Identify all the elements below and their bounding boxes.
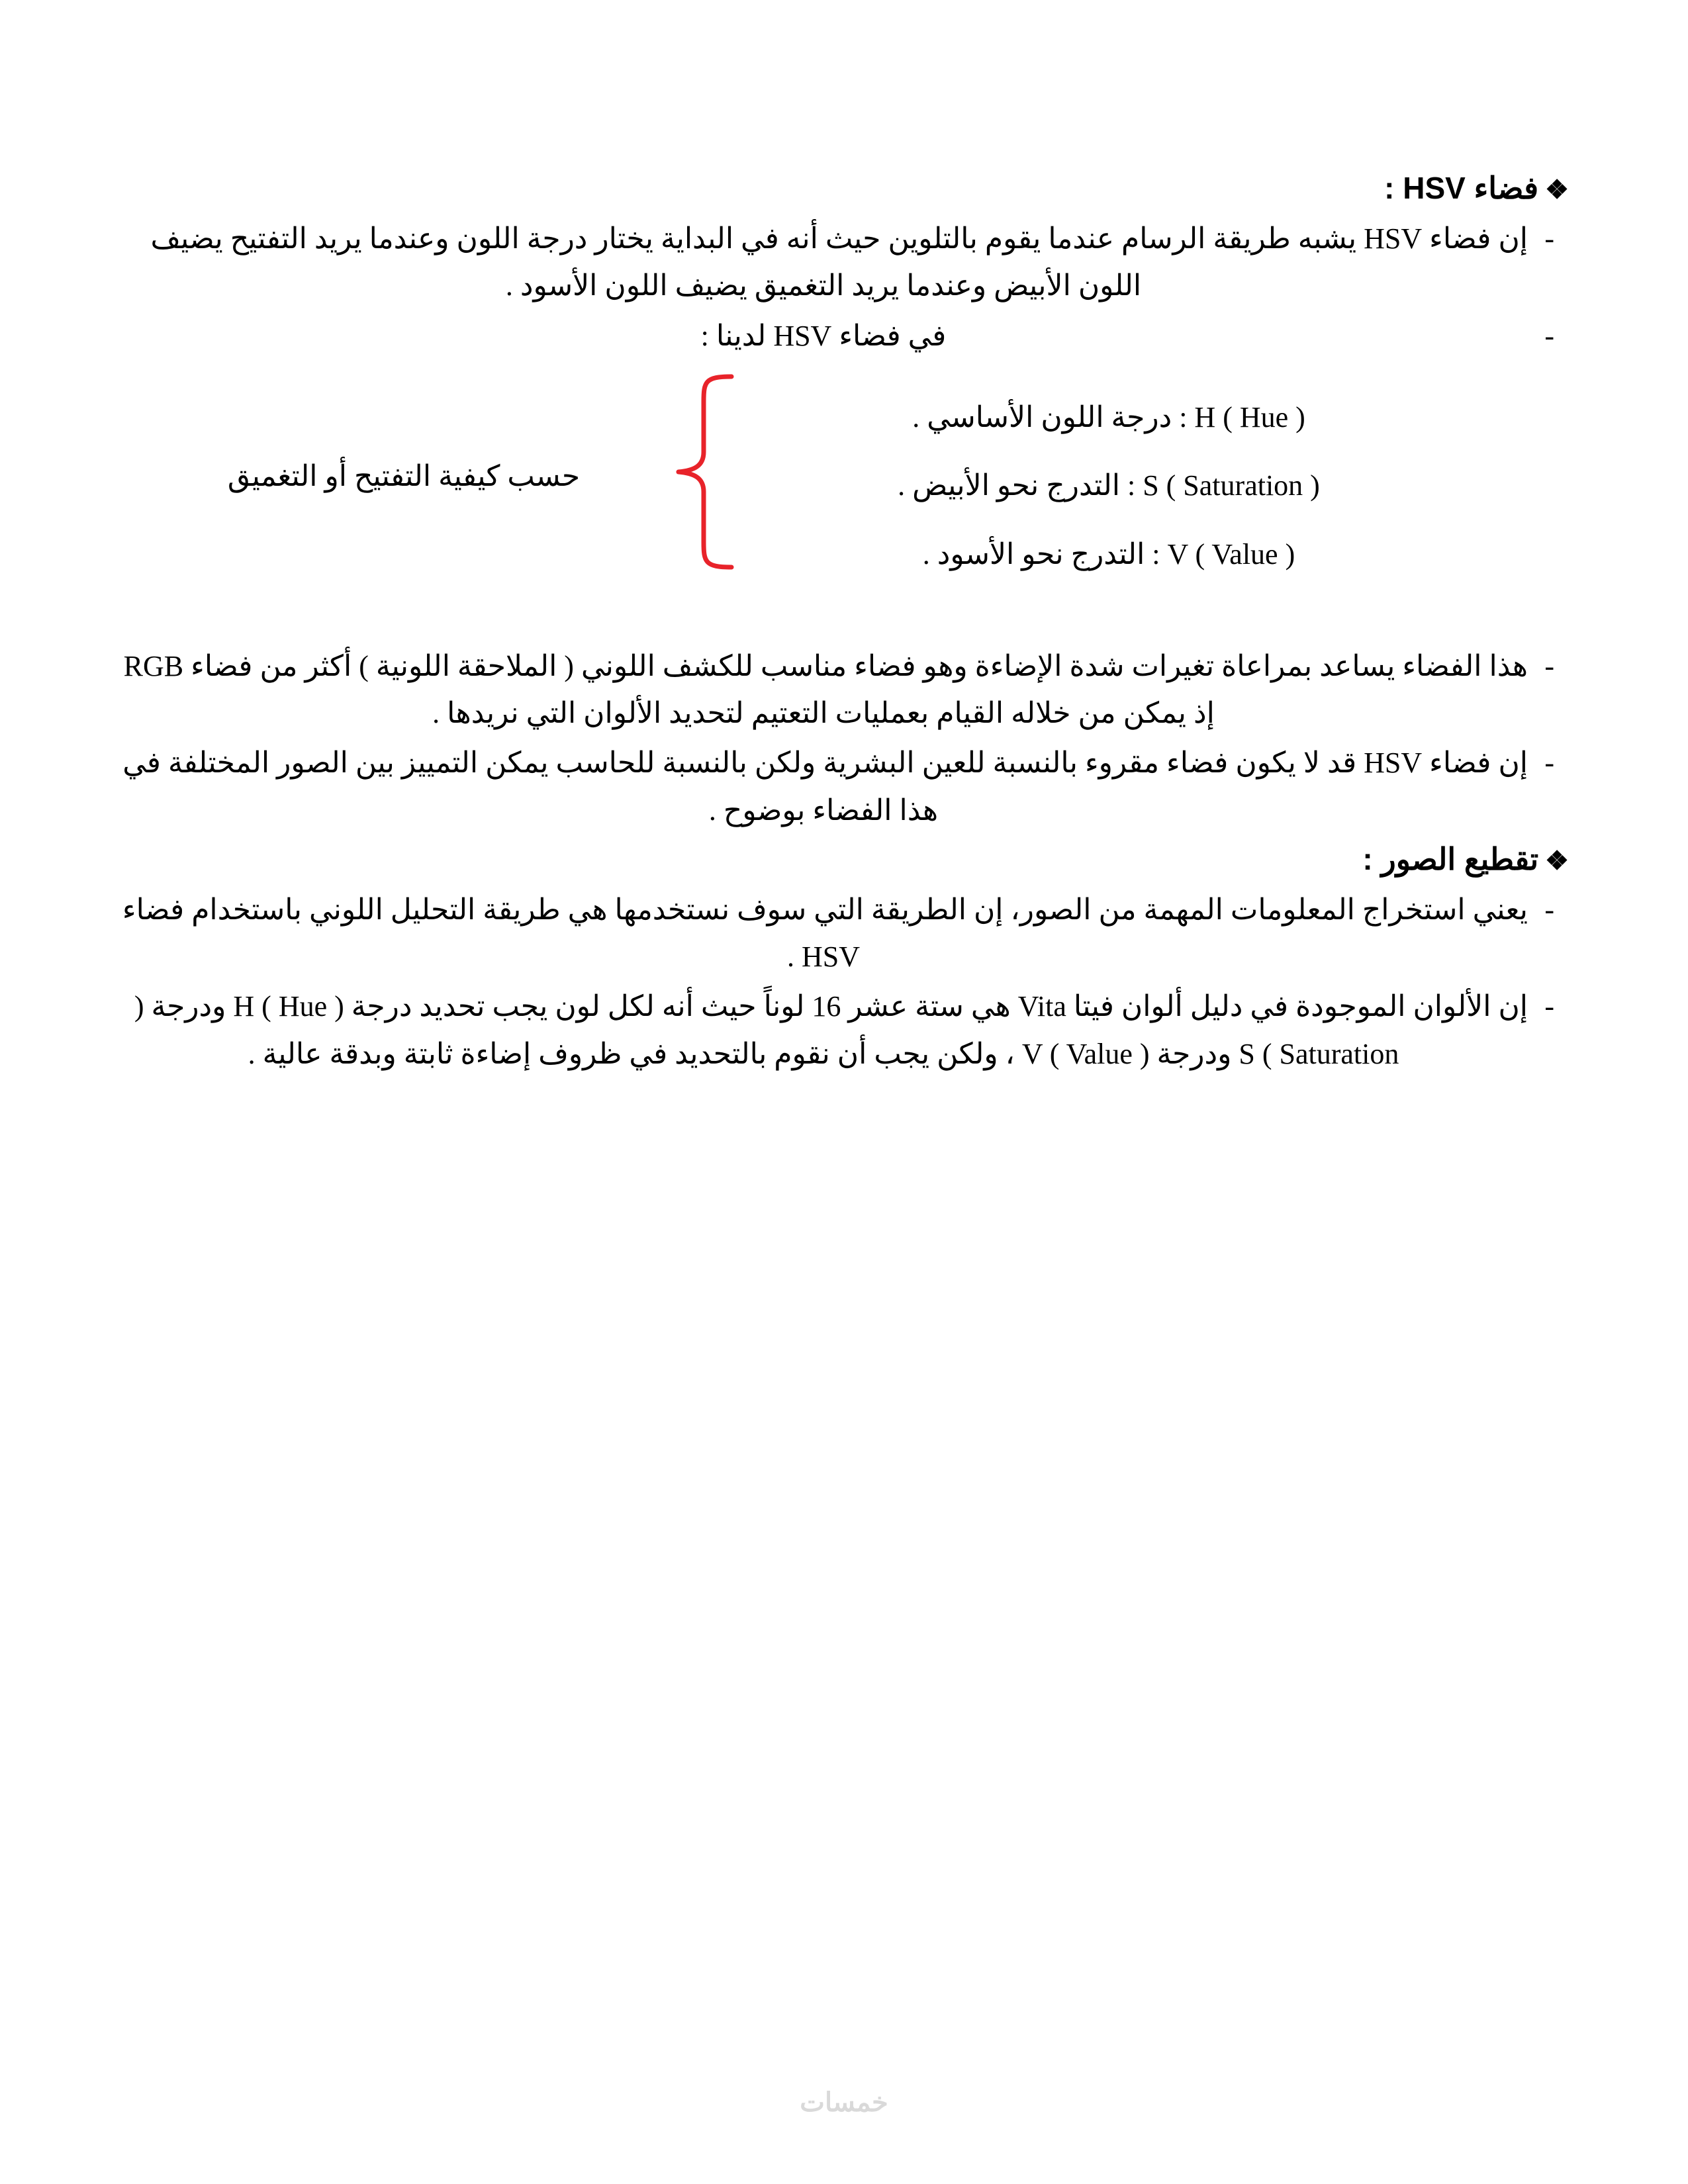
diamond-bullet-icon: ❖ [1545,175,1569,205]
hsv-advantages-list [119,643,1569,834]
watermark: خمسات [800,2088,888,2117]
hsv-intro-list [119,215,1569,359]
red-brace-icon [665,373,745,571]
list-item: - يعني استخراج المعلومات المهمة من الصور، إن الطريقة التي سوف نستخدمها هي طريقة التحليل اللوني باستخدام فضاء HSV . [119,886,1569,981]
list-item: - إن الألوان الموجودة في دليل ألوان فيتا Vita هي ستة عشر 16 لوناً حيث أنه لكل لون يجب تحديد درجة ( H ( Hue ودرجة ( S ( Saturation ودرجة ( V ( Value ، ولكن يجب أن نقوم بالتحديد في ظروف إضاءة ثابتة وبدقة عالية . [119,983,1569,1077]
list-item: - إن فضاء HSV يشبه طريقة الرسام عندما يقوم بالتلوين حيث أنه في البداية يختار درجة اللون وعندما يريد التفتيح يضيف اللون الأبيض وعندما يريد التغميق يضيف اللون الأسود . [119,215,1569,310]
section-heading-segmentation: ❖تقطيع الصور : [1362,841,1569,876]
hsv-components-block [119,383,1569,582]
hsv-components-lines [761,383,1456,588]
diamond-bullet-icon: ❖ [1545,846,1569,876]
list-item: - هذا الفضاء يساعد بمراعاة تغيرات شدة الإضاءة وهو فضاء مناسب للكشف اللوني ( الملاحقة اللونية ) أكثر من فضاء RGB إذ يمكن من خلاله القيام بعمليات التعتيم لتحديد الألوان التي نريدها . [119,643,1569,737]
document-content [119,165,1569,1080]
segmentation-list [119,886,1569,1077]
hsv-component-hue: ( H ( Hue : درجة اللون الأساسي . [912,400,1305,433]
hsv-brace-note: حسب كيفية التفتيح أو التغميق [227,459,581,492]
list-item: - إن فضاء HSV قد لا يكون فضاء مقروء بالنسبة للعين البشرية ولكن بالنسبة للحاسب يمكن التمييز بين الصور المختلفة في هذا الفضاء بوضوح . [119,739,1569,834]
hsv-component-value: ( V ( Value : التدرج نحو الأسود . [922,537,1295,570]
section-heading-hsv: ❖فضاء HSV : [1384,171,1569,205]
hsv-component-saturation: ( S ( Saturation : التدرج نحو الأبيض . [898,469,1320,502]
list-item: - في فضاء HSV لدينا : [119,312,1569,359]
